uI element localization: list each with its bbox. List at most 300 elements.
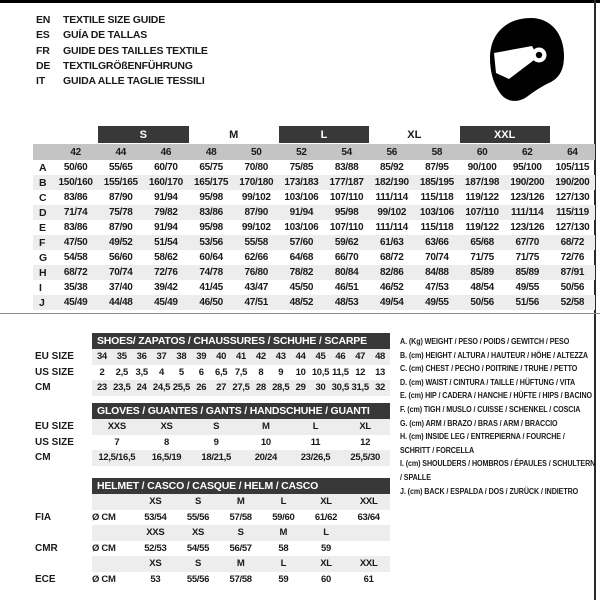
value-cell: 49/52 [108, 237, 133, 248]
legend-item: G. (cm) ARM / BRAZO / BRAS / ARM / BRACCIO [400, 417, 558, 428]
row-cells [92, 365, 390, 381]
value-cell: 150/160 [58, 177, 93, 188]
size-label: M [236, 496, 245, 508]
value-cell: 13 [375, 366, 386, 378]
row-label [35, 556, 92, 572]
value-cell: 76/80 [244, 267, 268, 278]
value-cell: 91/94 [154, 222, 178, 233]
language-code: IT [36, 75, 45, 88]
measure-row [33, 280, 595, 295]
value-cell: 67/70 [515, 237, 539, 248]
value-cell: 95/98 [199, 192, 223, 203]
value-cell: 54/55 [186, 542, 210, 554]
measure-row [33, 295, 595, 310]
value-cell: 78/82 [289, 267, 314, 278]
size-column-header: 62 [521, 146, 533, 158]
row-label: H [39, 266, 47, 279]
size-label: XXL [359, 496, 378, 508]
value-cell: 58 [278, 542, 289, 554]
value-cell: 119/122 [465, 192, 499, 203]
legend-item: I. (cm) SHOULDERS / HOMBROS / ÉPAULES / SCHULTERN / SPALLE [400, 458, 596, 482]
measure-row [33, 160, 595, 175]
value-cell: 5 [178, 366, 184, 378]
value-cell: 115/118 [420, 192, 454, 203]
value-cell: 25,5/30 [350, 452, 380, 464]
value-cell: 12 [360, 436, 371, 448]
size-label: M [236, 558, 245, 570]
value-cell: 47 [355, 351, 366, 363]
value-cell: 37/40 [108, 282, 133, 293]
value-cell: 90/100 [467, 162, 497, 173]
size-column-header: 58 [431, 146, 443, 158]
value-cell: 38 [176, 351, 187, 363]
size-label: XL [320, 558, 332, 570]
row-cells [92, 349, 390, 365]
value-cell: 49/55 [515, 282, 539, 293]
row-cells [92, 541, 390, 557]
value-cell: 44 [295, 351, 306, 363]
value-cell: 44/48 [108, 297, 133, 308]
value-cell: 12 [355, 366, 366, 378]
value-cell: 71/75 [470, 252, 494, 263]
value-cell: 47/51 [244, 297, 268, 308]
value-cell: 87/90 [108, 222, 133, 233]
table-row [35, 572, 390, 588]
gloves-size-table [35, 403, 390, 466]
value-cell: 45/49 [63, 297, 88, 308]
value-cell: 59/62 [334, 237, 359, 248]
row-label: EU SIZE [35, 351, 74, 363]
size-label: L [323, 527, 329, 539]
value-cell: 42 [255, 351, 266, 363]
value-cell: 107/110 [329, 192, 364, 203]
value-cell: 23,5 [113, 382, 131, 394]
value-cell: 50/56 [560, 282, 585, 293]
value-cell: 103/106 [284, 192, 319, 203]
legend-item: B. (cm) HEIGHT / ALTURA / HAUTEUR / HÖHE / ALTEZZA [400, 349, 588, 360]
value-cell: 24 [136, 382, 147, 394]
row-cells [92, 510, 390, 526]
value-cell: 82/86 [379, 267, 404, 278]
size-column-header: 60 [476, 146, 488, 158]
language-title: GUÍA DE TALLAS [63, 29, 148, 42]
value-cell: 29 [295, 382, 306, 394]
value-cell: 107/110 [465, 207, 499, 218]
size-band [550, 126, 595, 143]
value-cell: 173/183 [284, 177, 319, 188]
value-cell: 51/56 [515, 297, 539, 308]
size-band [33, 126, 98, 143]
row-label: CMR [35, 542, 58, 554]
value-cell: 63/66 [425, 237, 449, 248]
value-cell: 59 [321, 542, 331, 554]
value-cell: 95/98 [334, 207, 359, 218]
value-cell: 64/68 [289, 252, 314, 263]
language-row [36, 44, 208, 59]
table-row [35, 510, 390, 526]
legend-item: J. (cm) BACK / ESPALDA / DOS / ZURÜCK / INDIETRO [400, 485, 579, 496]
size-label: S [237, 527, 244, 539]
helmet-size-table [35, 478, 390, 587]
value-cell: 30,5 [331, 382, 349, 394]
size-label [347, 525, 390, 541]
size-band: XL [407, 128, 422, 141]
value-cell: 8 [258, 366, 264, 378]
row-label [35, 525, 92, 541]
value-cell: 41/45 [199, 282, 223, 293]
row-label: I [39, 281, 42, 294]
value-cell: 6,5 [214, 366, 228, 378]
value-cell: 27 [216, 382, 227, 394]
value-cell: 26 [196, 382, 207, 394]
value-cell: 87/90 [108, 192, 133, 203]
value-cell: 45/49 [154, 297, 178, 308]
value-cell: L [312, 421, 319, 433]
value-cell: 7 [114, 436, 120, 448]
unit-cell [92, 525, 134, 541]
value-cell: 105/115 [555, 162, 590, 173]
row-label: E [39, 221, 47, 234]
value-cell: 8 [164, 436, 169, 448]
value-cell: 187/198 [465, 177, 500, 188]
value-cell: 46/51 [334, 282, 359, 293]
table-title: HELMET / CASCO / CASQUE / HELM / CASCO [92, 478, 390, 494]
row-label: J [39, 296, 45, 309]
value-cell: 65/68 [470, 237, 494, 248]
unit-cell: Ø CM [92, 511, 116, 523]
value-cell: 41 [236, 351, 246, 363]
table-title: GLOVES / GUANTES / GANTS / HANDSCHUHE / GUANTI [92, 403, 390, 419]
row-label: D [39, 206, 47, 219]
legend-item: D. (cm) WAIST / CINTURA / TAILLE / HÜFTUNG / VITA [400, 376, 576, 387]
size-header-row [35, 525, 390, 541]
language-title: TEXTILGRÖßENFÜHRUNG [63, 59, 193, 72]
size-band: M [229, 128, 239, 141]
value-cell: 85/89 [515, 267, 539, 278]
value-cell: 60/64 [199, 252, 223, 263]
row-label: B [39, 176, 47, 189]
size-label: S [194, 496, 202, 508]
value-cell: 111/114 [511, 207, 544, 218]
value-cell: 52/53 [144, 542, 167, 554]
language-title: GUIDA ALLE TAGLIE TESSILI [63, 75, 205, 88]
language-row [36, 59, 208, 74]
measure-row [33, 250, 595, 265]
size-header-row [35, 494, 390, 510]
language-code: DE [36, 59, 51, 72]
size-column-header: 64 [567, 146, 578, 158]
row-cells [92, 435, 390, 451]
row-label: EU SIZE [35, 421, 74, 433]
table-row [35, 419, 390, 435]
section-divider [0, 313, 600, 314]
unit-cell: Ø CM [92, 573, 116, 585]
value-cell: 75/85 [289, 162, 314, 173]
value-cell: 9 [213, 436, 219, 448]
value-cell: 54/58 [63, 252, 88, 263]
value-cell: 83/88 [334, 162, 359, 173]
legend-item: F. (cm) TIGH / MUSLO / CUISSE / SCHENKEL / COSCIA [400, 403, 581, 414]
size-column-header: 56 [386, 146, 397, 158]
value-cell: 24,5 [152, 382, 171, 394]
value-cell: 28 [255, 382, 266, 394]
value-cell: 57/58 [229, 573, 252, 585]
value-cell: 48/52 [289, 297, 314, 308]
value-cell: S [213, 421, 220, 433]
value-cell: 61/63 [379, 237, 404, 248]
row-cells [92, 450, 390, 466]
value-cell: 68/72 [379, 252, 404, 263]
measure-row [33, 220, 595, 235]
table-row [35, 349, 390, 365]
size-label: XS [149, 496, 162, 508]
unit-cell: Ø CM [92, 542, 116, 554]
row-label [35, 494, 92, 510]
unit-cell [92, 556, 134, 572]
value-cell: 83/86 [63, 192, 88, 203]
value-cell: 61/62 [314, 511, 338, 523]
value-cell: 74/78 [199, 267, 223, 278]
value-cell: 20/24 [254, 452, 277, 464]
value-cell: 155/165 [103, 177, 138, 188]
value-cell: 103/106 [284, 222, 319, 233]
language-code: EN [36, 14, 51, 26]
value-cell: 49/54 [379, 297, 404, 308]
value-cell: 40 [216, 351, 227, 363]
value-cell [347, 541, 390, 557]
value-cell: 10 [295, 366, 306, 378]
value-cell: 16,5/19 [151, 452, 182, 464]
value-cell: 190/200 [555, 177, 590, 188]
legend-item: A. (Kg) WEIGHT / PESO / POIDS / GEWITCH / PESO [400, 336, 570, 346]
legend-item: H. (cm) INSIDE LEG / ENTREPIERNA / FOURCHE / SCHRITT / FORCELLA [400, 431, 565, 455]
value-cell: 95/98 [199, 222, 223, 233]
size-label: XXL [359, 558, 378, 570]
value-cell: 3,5 [135, 366, 148, 378]
value-cell: 34 [96, 351, 107, 363]
row-label: US SIZE [35, 436, 74, 448]
value-cell: XS [160, 421, 173, 433]
measurement-rows [33, 160, 595, 310]
value-cell: 10,5 [311, 366, 330, 378]
size-band: S [98, 126, 188, 143]
value-cell: 103/106 [419, 207, 454, 218]
value-cell: 75/78 [108, 207, 133, 218]
value-cell: 48/54 [470, 282, 494, 293]
value-cell: 71/75 [515, 252, 539, 263]
size-column-header: 50 [250, 146, 262, 158]
row-label: F [39, 236, 46, 249]
value-cell: 47/53 [425, 282, 449, 293]
value-cell: 59 [278, 573, 289, 585]
value-cell: 119/122 [465, 222, 499, 233]
value-cell: 50/56 [470, 297, 494, 308]
value-cell: 37 [156, 351, 167, 363]
row-label: ECE [35, 573, 56, 585]
value-cell: XXS [107, 421, 126, 433]
value-cell: 7,5 [234, 366, 248, 378]
value-cell: 39 [196, 351, 207, 363]
row-cells [92, 556, 390, 572]
value-cell: 60/70 [154, 162, 178, 173]
value-cell: 185/195 [419, 177, 454, 188]
value-cell: 30 [315, 382, 326, 394]
value-cell: 115/119 [555, 207, 589, 218]
row-cells [92, 525, 390, 541]
language-title: TEXTILE SIZE GUIDE [63, 14, 165, 26]
unit-cell [92, 494, 134, 510]
value-cell: 9 [278, 366, 284, 378]
legend-item: E. (cm) HIP / CADERA / HANCHE / HÜFTE / HIPS / BACINO [400, 390, 592, 401]
value-cell: 85/89 [470, 267, 494, 278]
value-cell: 83/86 [63, 222, 88, 233]
corner-cell [33, 144, 53, 160]
value-cell: 35 [116, 351, 127, 363]
language-code: FR [36, 44, 50, 57]
measure-row [33, 205, 595, 220]
value-cell: 23/26,5 [300, 452, 331, 464]
value-cell: 45 [315, 351, 326, 363]
row-cells [92, 494, 390, 510]
value-cell: 70/74 [425, 252, 449, 263]
value-cell: 56/60 [108, 252, 133, 263]
size-label: XS [149, 558, 162, 570]
value-cell: 27,5 [232, 382, 250, 394]
value-cell: 72/76 [560, 252, 585, 263]
value-cell: 182/190 [374, 177, 409, 188]
value-cell: 50/60 [63, 162, 88, 173]
value-cell: 123/126 [510, 222, 545, 233]
size-label: XXS [146, 527, 165, 539]
value-cell: 39/42 [154, 282, 178, 293]
value-cell: 61 [363, 573, 374, 585]
value-cell: 32 [375, 382, 386, 394]
value-cell: 55/56 [186, 573, 210, 585]
value-cell: 87/90 [244, 207, 268, 218]
value-cell: 43 [275, 351, 286, 363]
size-label: M [279, 527, 288, 539]
value-cell: 63/64 [357, 511, 380, 523]
value-cell: 57/58 [229, 511, 252, 523]
value-cell: 28,5 [272, 382, 290, 394]
value-cell: 127/130 [555, 222, 590, 233]
value-cell: 59/60 [272, 511, 295, 523]
value-cell: 6 [198, 366, 204, 378]
size-label: L [280, 558, 287, 570]
row-label: CM [35, 452, 51, 464]
value-cell: 49/55 [425, 297, 449, 308]
value-cell: 47/50 [63, 237, 88, 248]
value-cell: 68/72 [560, 237, 585, 248]
value-cell: 46 [335, 351, 346, 363]
size-label: XL [320, 496, 332, 508]
value-cell: 53 [150, 573, 161, 585]
value-cell: 55/58 [244, 237, 268, 248]
value-cell: 46/52 [379, 282, 404, 293]
value-cell: 2,5 [115, 366, 128, 378]
language-list [36, 13, 208, 89]
value-cell: 165/175 [194, 177, 229, 188]
value-cell: 11,5 [331, 366, 349, 378]
value-cell: 99/102 [241, 222, 271, 233]
value-cell: 58/62 [154, 252, 178, 263]
value-cell: 72/76 [154, 267, 178, 278]
value-cell: 35/38 [63, 282, 88, 293]
row-cells [92, 572, 390, 588]
size-column-header: 46 [160, 146, 172, 158]
value-cell: 107/110 [329, 222, 364, 233]
language-code: ES [36, 29, 50, 42]
size-label: S [194, 558, 202, 570]
value-cell: 190/200 [510, 177, 545, 188]
value-cell: 87/91 [560, 267, 585, 278]
measure-row [33, 190, 595, 205]
value-cell: 18/21,5 [201, 452, 231, 464]
language-row [36, 74, 208, 89]
value-cell: 4 [159, 366, 165, 378]
value-cell: 48/53 [334, 297, 359, 308]
value-cell: 56/57 [229, 542, 252, 554]
value-cell: 66/70 [334, 252, 359, 263]
value-cell: 111/114 [375, 192, 408, 203]
value-cell: 123/126 [510, 192, 545, 203]
value-cell: 84/88 [425, 267, 449, 278]
value-cell: 80/84 [334, 267, 359, 278]
table-row [35, 435, 390, 451]
value-cell: 55/65 [108, 162, 133, 173]
value-cell: 79/82 [154, 207, 178, 218]
value-cell: 70/74 [108, 267, 133, 278]
value-cell: 95/100 [512, 162, 542, 173]
table-row [35, 380, 390, 396]
textile-size-table [33, 126, 595, 310]
size-number-header-row [33, 144, 595, 160]
value-cell: 10 [260, 436, 271, 448]
value-cell: 53/54 [144, 511, 167, 523]
row-cells [92, 419, 390, 435]
value-cell: 11 [310, 436, 321, 448]
value-cell: 23 [96, 382, 107, 394]
value-cell: 177/187 [329, 177, 364, 188]
value-cell: 55/56 [186, 511, 210, 523]
value-cell: 91/94 [289, 207, 314, 218]
top-border-bar [0, 0, 600, 3]
size-column-header: 54 [341, 146, 352, 158]
value-cell: 45/50 [289, 282, 314, 293]
language-row [36, 28, 208, 43]
value-cell: 65/75 [199, 162, 223, 173]
value-cell: 160/170 [148, 177, 183, 188]
value-cell: 71/74 [63, 207, 88, 218]
value-cell: 68/72 [63, 267, 88, 278]
value-cell: 99/102 [241, 192, 271, 203]
value-cell: XL [359, 421, 371, 433]
value-cell: 25,5 [172, 382, 191, 394]
size-label: L [280, 496, 287, 508]
value-cell: 48 [375, 351, 386, 363]
row-label: C [39, 191, 47, 204]
size-column-header: 52 [296, 146, 307, 158]
row-label: US SIZE [35, 366, 74, 378]
measure-row [33, 235, 595, 250]
value-cell: 52/58 [560, 297, 585, 308]
value-cell: 83/86 [199, 207, 223, 218]
value-cell: 36 [136, 351, 147, 363]
value-cell: 46/50 [199, 297, 223, 308]
row-cells [92, 380, 390, 396]
table-row [35, 541, 390, 557]
size-column-header: 48 [205, 146, 217, 158]
